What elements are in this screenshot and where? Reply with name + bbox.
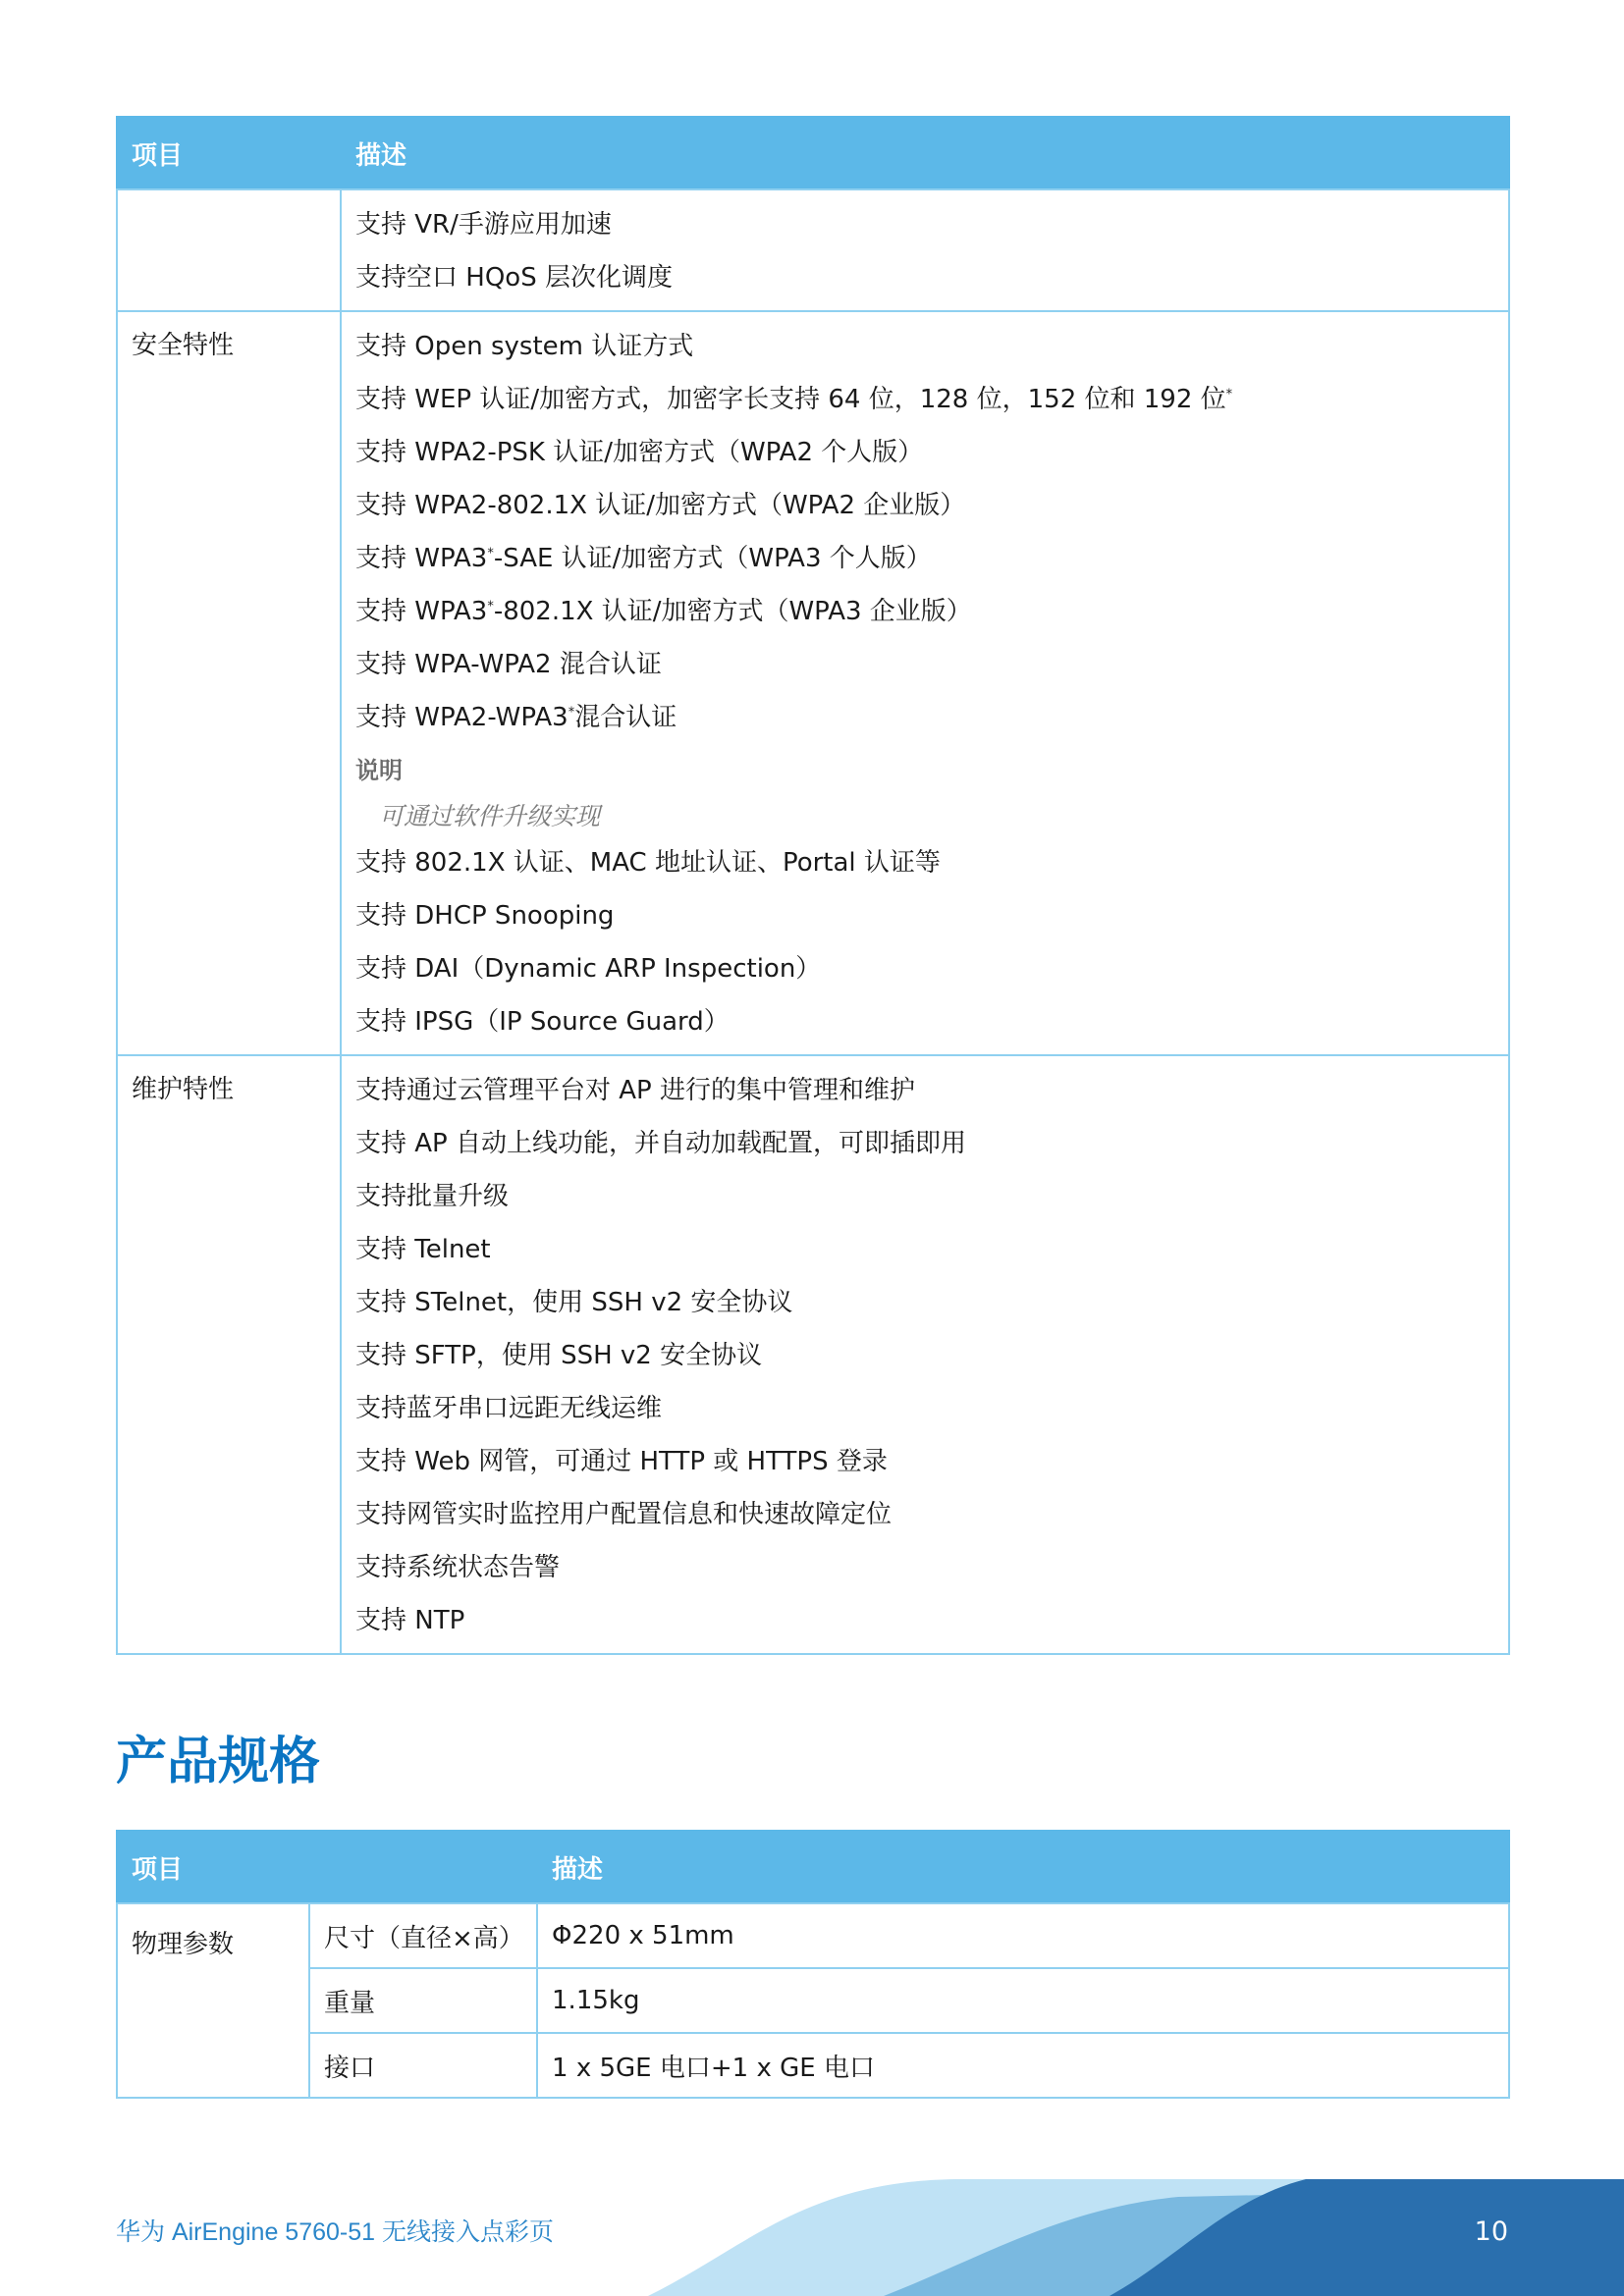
table-row [117,1968,1509,2033]
description-line: 支持 802.1X 认证、MAC 地址认证、Portal 认证等 [355,848,941,878]
section-title: 产品规格 [116,1733,321,1791]
table-row [117,2033,1509,2098]
footnote-marker: * [487,546,494,561]
header-item: 项目 [117,117,341,189]
description-line: 支持 Telnet [355,1235,491,1264]
description-line: 支持 Web 网管，可通过 HTTP 或 HTTPS 登录 [355,1447,888,1476]
spec-value: Φ220 x 51mm [537,1903,1509,1968]
table-row [117,311,1509,1055]
description-line: 支持 STelnet，使用 SSH v2 安全协议 [355,1288,793,1317]
header-item: 项目 [117,1831,537,1903]
table-row [117,1055,1509,1654]
row-description [341,311,1509,1055]
feature-table [116,116,1510,1655]
footnote-marker: * [568,705,575,721]
description-line: 支持 WPA3*-SAE 认证/加密方式（WPA3 个人版） [355,544,932,573]
description-line: 支持 WPA3*-802.1X 认证/加密方式（WPA3 企业版） [355,597,972,626]
header-description: 描述 [537,1831,1509,1903]
group-label: 物理参数 [117,1903,309,2098]
description-line: 支持 NTP [355,1606,465,1635]
table-header-row [117,117,1509,189]
description-line: 支持通过云管理平台对 AP 进行的集中管理和维护 [355,1076,915,1105]
row-label-maintenance: 维护特性 [117,1055,341,1654]
row-description [341,189,1509,311]
row-description [341,1055,1509,1654]
table-header-row [117,1831,1509,1903]
spec-value: 1.15kg [537,1968,1509,2033]
description-line: 支持 WPA2-802.1X 认证/加密方式（WPA2 企业版） [355,491,966,520]
table-row [117,189,1509,311]
description-line: 支持批量升级 [355,1182,510,1211]
spec-table [116,1830,1510,2099]
description-line: 支持 WPA-WPA2 混合认证 [355,650,662,679]
spec-value: 1 x 5GE 电口+1 x GE 电口 [537,2033,1509,2098]
description-line: 支持 VR/手游应用加速 [355,210,612,240]
spec-name: 尺寸（直径×高） [309,1903,537,1968]
table-row [117,1903,1509,1968]
description-line: 支持 Open system 认证方式 [355,332,694,361]
page-number: 10 [1474,2216,1508,2247]
spec-name: 接口 [309,2033,537,2098]
description-line: 支持网管实时监控用户配置信息和快速故障定位 [355,1500,893,1529]
description-line: 支持系统状态告警 [355,1553,561,1582]
footnote-marker: * [1225,387,1233,402]
note-body: 可通过软件升级实现 [379,802,601,830]
description-line: 支持蓝牙串口远距无线运维 [355,1394,663,1423]
description-line: 支持 WPA2-PSK 认证/加密方式（WPA2 个人版） [355,438,924,467]
description-line: 支持空口 HQoS 层次化调度 [355,263,673,293]
row-label [117,189,341,311]
description-line: 支持 SFTP，使用 SSH v2 安全协议 [355,1341,763,1370]
description-line: 支持 WPA2-WPA3*混合认证 [355,703,677,732]
note-title: 说明 [355,757,403,784]
description-line: 支持 DAI（Dynamic ARP Inspection） [355,954,822,984]
description-line: 支持 DHCP Snooping [355,901,615,931]
spec-name: 重量 [309,1968,537,2033]
header-description: 描述 [341,117,1509,189]
description-line: 支持 AP 自动上线功能，并自动加载配置，可即插即用 [355,1129,966,1158]
row-label-security: 安全特性 [117,311,341,1055]
description-line: 支持 IPSG（IP Source Guard） [355,1007,730,1037]
footer-document-title: 华为 AirEngine 5760-51 无线接入点彩页 [116,2218,554,2246]
footnote-marker: * [487,599,494,614]
description-line: 支持 WEP 认证/加密方式，加密字长支持 64 位，128 位，152 位和 192 位* [355,385,1233,414]
